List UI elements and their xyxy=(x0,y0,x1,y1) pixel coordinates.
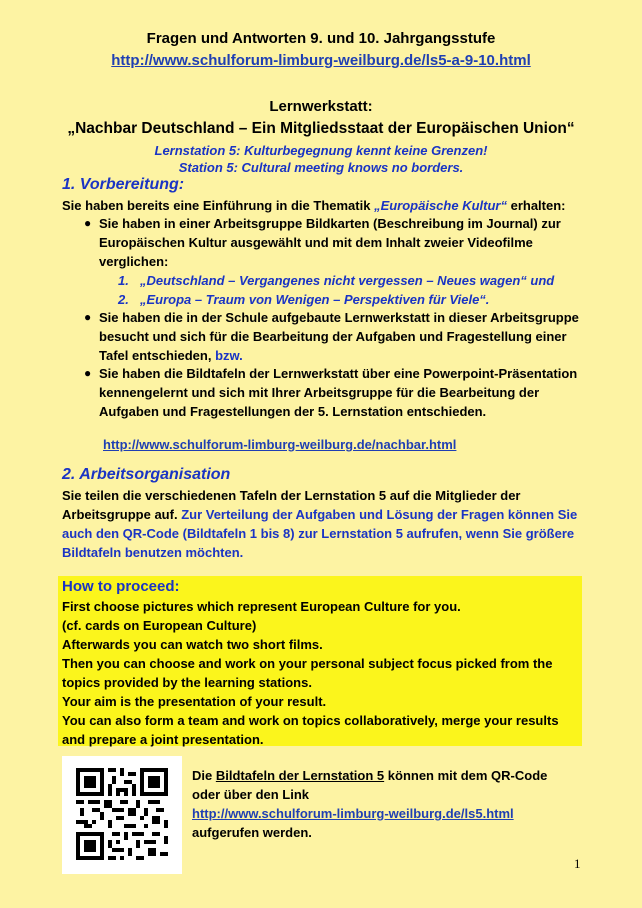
bullet3-text: Sie haben die Bildtafeln der Lernwerkstatt über eine Powerpoint-Präsentation kennengelernt und sich mit Ihrer Arbeitsgruppe für die Bearbeitung der Aufgaben und Fragestellungen der 5. Lernstation entschieden. xyxy=(99,366,578,419)
bullet-list-2 xyxy=(62,308,582,365)
section1-heading: 1. Vorbereitung: xyxy=(62,176,185,193)
section1-intro xyxy=(62,196,582,215)
qr-closing: aufgerufen werden. xyxy=(192,825,312,840)
lernwerkstatt-heading: Lernwerkstatt: xyxy=(269,98,373,115)
bullet-dot-icon: ● xyxy=(84,310,92,324)
film-title: „Europa – Traum von Wenigen – Perspektiven für Viele“. xyxy=(140,292,490,307)
list-item xyxy=(62,308,582,365)
page-title: Fragen und Antworten 9. und 10. Jahrgangsstufe xyxy=(146,30,496,47)
bullet1-text: Sie haben in einer Arbeitsgruppe Bildkarten (Beschreibung im Journal) zur Europäischen Kultur ausgewählt und mit dem Inhalt zweier Videofilme verglichen: xyxy=(99,216,561,269)
film-number: 2. xyxy=(118,292,129,307)
list-item: Your aim is the presentation of your result. xyxy=(62,694,327,709)
list-item: First choose pictures which represent European Culture for you. xyxy=(62,599,461,614)
intro-topic: „Europäische Kultur“ xyxy=(374,198,507,213)
how-to-proceed-box xyxy=(58,576,582,746)
list-item: Afterwards you can watch two short films. xyxy=(62,637,323,652)
nachbar-link-container xyxy=(103,437,456,452)
section2-text-black: Sie teilen die verschiedenen Tafeln der Lernstation 5 auf die Mitglieder der Arbeitsgruppe auf. xyxy=(62,488,521,522)
nachbar-url-link[interactable]: http://www.schulforum-limburg-weilburg.de/nachbar.html xyxy=(103,437,457,452)
bullet-dot-icon: ● xyxy=(84,366,92,380)
lernwerkstatt-subtitle: „Nachbar Deutschland – Ein Mitgliedsstaat der Europäischen Union“ xyxy=(67,120,575,137)
intro-suffix: erhalten: xyxy=(506,198,566,213)
section2-text xyxy=(62,486,582,562)
list-item xyxy=(62,214,582,271)
list-item: You can also form a team and work on topics collaboratively, merge your results and prepare a joint presentation. xyxy=(62,713,559,747)
bildtafeln-link[interactable]: Bildtafeln der Lernstation 5 xyxy=(215,768,385,783)
ls5-url-link[interactable]: http://www.schulforum-limburg-weilburg.de/ls5.html xyxy=(192,806,514,821)
list-item: (cf. cards on European Culture) xyxy=(62,618,257,633)
page-number: 1 xyxy=(574,856,581,871)
bullet2-text: Sie haben die in der Schule aufgebaute Lernwerkstatt in dieser Arbeitsgruppe besucht und sich für die Bearbeitung der Aufgaben und Fragestellung einer Tafel entschieden, xyxy=(99,310,579,363)
section2-heading: 2. Arbeitsorganisation xyxy=(62,466,231,483)
film-list xyxy=(118,271,554,309)
qr-code[interactable] xyxy=(62,756,182,874)
qr-text-before: Die xyxy=(192,768,216,783)
proceed-heading: How to proceed: xyxy=(62,578,180,595)
qr-instructions xyxy=(192,766,572,842)
list-item xyxy=(62,364,582,421)
section2-text-blue: Zur Verteilung der Aufgaben und Lösung der Fragen können Sie auch den QR-Code (Bildtafeln 1 bis 8) zur Lernstation 5 aufrufen, wenn Sie größere Bildtafeln benutzen möchten. xyxy=(62,507,578,560)
list-item: Then you can choose and work on your personal subject focus picked from the topics provided by the learning stations. xyxy=(62,656,553,690)
list-item xyxy=(118,290,554,309)
header-url-link[interactable]: http://www.schulforum-limburg-weilburg.de/ls5-a-9-10.html xyxy=(111,52,531,69)
station-title-german: Lernstation 5: Kulturbegegnung kennt keine Grenzen! xyxy=(154,143,488,158)
bullet-list-1 xyxy=(62,214,582,271)
bullet2-suffix: bzw. xyxy=(215,348,243,363)
bullet-dot-icon: ● xyxy=(84,216,92,230)
intro-prefix: Sie haben bereits eine Einführung in die Thematik xyxy=(62,198,375,213)
bullet-list-3 xyxy=(62,364,582,421)
film-number: 1. xyxy=(118,273,129,288)
qr-text-after: können mit dem QR-Code oder über den Link xyxy=(192,768,548,802)
proceed-lines xyxy=(62,597,578,749)
list-item xyxy=(118,271,554,290)
title-link-container xyxy=(0,52,642,69)
qr-code-icon xyxy=(76,768,168,860)
film-title: „Deutschland – Vergangenes nicht vergessen – Neues wagen“ und xyxy=(140,273,555,288)
station-title-english: Station 5: Cultural meeting knows no borders. xyxy=(178,160,464,175)
